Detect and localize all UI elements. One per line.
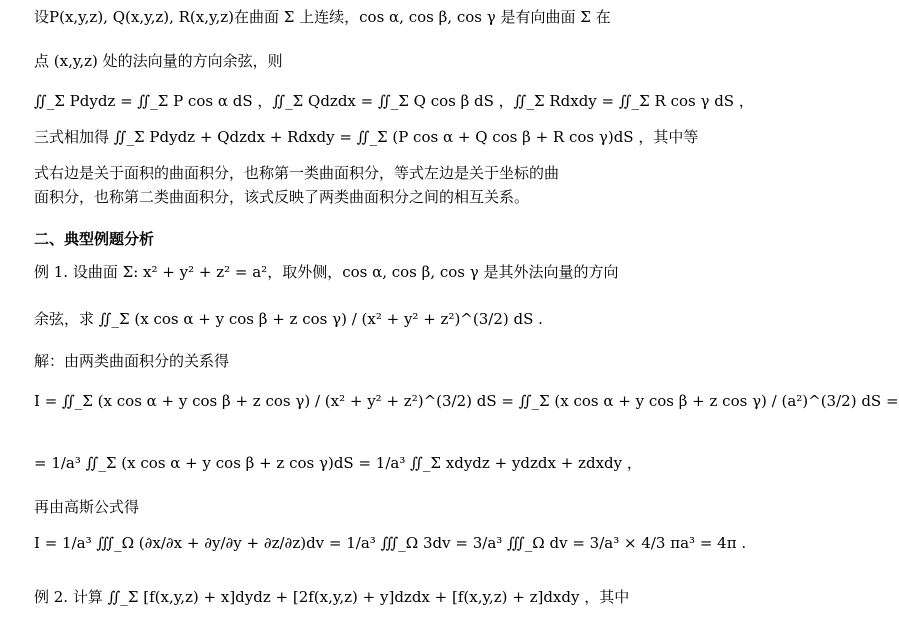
example-2-line: 例 2. 计算 ∬_Σ [f(x,y,z) + x]dydz + [2f(x,y,z) + y]dzdx + [f(x,y,z) + z]dxdy ，其中 — [34, 588, 630, 606]
formula-line-1: ∬_Σ Pdydz = ∬_Σ P cos α dS ，∬_Σ Qdzdx = ∬_Σ Q cos β dS ，∬_Σ Rdxdy = ∬_Σ R cos γ dS ， — [34, 92, 754, 110]
text-line-1: 设P(x,y,z), Q(x,y,z), R(x,y,z)在曲面 Σ 上连续，cos α, cos β, cos γ 是有向曲面 Σ 在 — [34, 8, 611, 26]
solution-label: 解：由两类曲面积分的关系得 — [34, 352, 230, 370]
formula-line-2: 三式相加得 ∬_Σ Pdydz + Qdzdx + Rdxdy = ∬_Σ (P cos α + Q cos β + R cos γ)dS ，其中等 — [34, 128, 699, 146]
solution-formula-1: I = ∬_Σ (x cos α + y cos β + z cos γ) / (x² + y² + z²)^(3/2) dS = ∬_Σ (x cos α + y cos β + z cos γ) / (a²)^(3/2) dS = — [34, 392, 899, 410]
text-line-4: 面积分，也称第二类曲面积分，该式反映了两类曲面积分之间的相互关系。 — [34, 188, 530, 206]
solution-formula-2: = 1/a³ ∬_Σ (x cos α + y cos β + z cos γ)dS = 1/a³ ∬_Σ xdydz + ydzdx + zdxdy ， — [34, 454, 642, 472]
section-heading: 二、典型例题分析 — [34, 230, 155, 248]
gauss-line: 再由高斯公式得 — [34, 498, 140, 516]
text-line-3: 式右边是关于面积的曲面积分，也称第一类曲面积分，等式左边是关于坐标的曲 — [34, 164, 560, 182]
text-line-2: 点 (x,y,z) 处的法向量的方向余弦，则 — [34, 52, 283, 70]
example-1-question: 余弦，求 ∬_Σ (x cos α + y cos β + z cos γ) / (x² + y² + z²)^(3/2) dS . — [34, 310, 543, 328]
example-1-line: 例 1. 设曲面 Σ: x² + y² + z² = a²，取外侧，cos α, cos β, cos γ 是其外法向量的方向 — [34, 263, 619, 281]
solution-formula-3: I = 1/a³ ∭_Ω (∂x/∂x + ∂y/∂y + ∂z/∂z)dv = 1/a³ ∭_Ω 3dv = 3/a³ ∭_Ω dv = 3/a³ × 4/3 πa³ = 4π . — [34, 534, 747, 552]
